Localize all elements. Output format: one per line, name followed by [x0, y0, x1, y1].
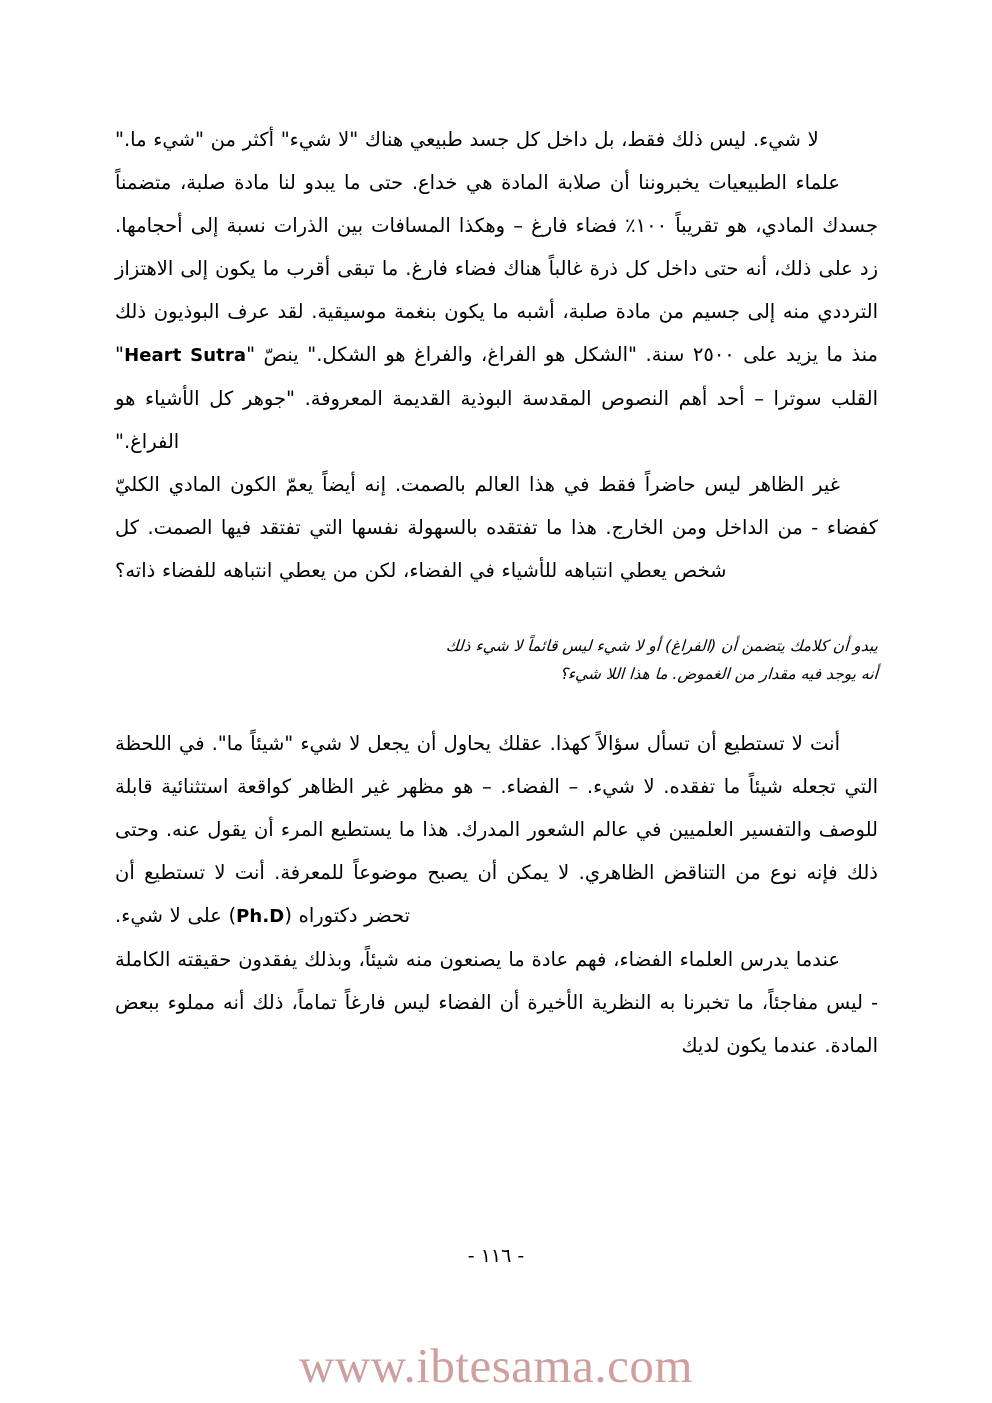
inline-quote-block: [115, 632, 878, 688]
spacer-after-quote: [115, 712, 878, 722]
heart-sutra-title: Heart Sutra: [124, 345, 247, 366]
spacer-before-quote: [115, 592, 878, 606]
paragraph-2-part-1: علماء الطبيعيات يخبروننا أن صلابة المادة هي خداع. حتى ما يبدو لنا مادة صلبة، متضمناً جسدك المادي، هو تقريباً ١٠٠٪ فضاء فارغ – وهكذا المسافات بين الذرات نسبة إلى أحجامها. زد على ذلك، أنه حتى داخل كل ذرة غالباً هناك فضاء فارغ. ما تبقى أقرب ما يكون إلى الاهتزاز الترددي منه إلى جسيم من مادة صلبة، أشبه ما يكون بنغمة موسيقية. لقد عرف البوذيون ذلك منذ ما يزيد على ٢٥٠٠ سنة. "الشكل هو الفراغ، والفراغ هو الشكل." ينصّ ": [115, 171, 878, 366]
paragraph-4-part-2: ) على لا شيء.: [115, 904, 237, 927]
paragraph-4: [115, 722, 878, 938]
paragraph-2-part-2: " القلب سوترا – أحد أهم النصوص المقدسة البوذية القديمة المعروفة. "جوهر كل الأشياء هو الفراغ.": [115, 343, 878, 453]
quote-line-2: أنه يوجد فيه مقدار من الغموض. ما هذا اللا شيء؟: [559, 665, 879, 683]
paragraph-1: لا شيء. ليس ذلك فقط، بل داخل كل جسد طبيعي هناك "لا شيء" أكثر من "شيء ما.": [115, 128, 819, 151]
page-body-text: [115, 118, 878, 1067]
site-watermark: www.ibtesama.com: [299, 1338, 693, 1393]
page-number: - ١١٦ -: [467, 1245, 525, 1267]
paragraph-2: [115, 161, 878, 463]
phd-abbreviation: Ph.D: [236, 906, 285, 927]
paragraph-5: عندما يدرس العلماء الفضاء، فهم عادة ما يصنعون منه شيئاً، وبذلك يفقدون حقيقته الكاملة - ليس مفاجئاً، ما تخبرنا به النظرية الأخيرة أن الفضاء ليس فارغاً تماماً، ذلك أنه مملوء ببعض المادة. عندما يكون لديك: [115, 948, 878, 1057]
quote-line-1: يبدو أن كلامك يتضمن أن (الفراغ) أو لا شيء ليس قائماً لا شيء ذلك: [445, 637, 879, 655]
paragraph-3: غير الظاهر ليس حاضراً فقط في هذا العالم بالصمت. إنه أيضاً يعمّ الكون المادي الكليّ كفضاء - من الداخل ومن الخارج. هذا ما تفتقده بالسهولة نفسها التي تفتقد فيها الصمت. كل شخص يعطي انتباهه للأشياء في الفضاء، لكن من يعطي انتباهه للفضاء ذاته؟: [115, 473, 878, 582]
paragraph-4-part-1: أنت لا تستطيع أن تسأل سؤالاً كهذا. عقلك يحاول أن يجعل لا شيء "شيئاً ما". في اللحظة التي تجعله شيئاً ما تفقده. لا شيء. – الفضاء. – هو مظهر غير الظاهر كواقعة استثنائية قابلة للوصف والتفسير العلميين في عالم الشعور المدرك. هذا ما يستطيع المرء أن يقول عنه. وحتى ذلك فإنه نوع من التناقض الظاهري. لا يمكن أن يصبح موضوعاً للمعرفة. أنت لا تستطيع أن تحضر دكتوراه (: [115, 732, 878, 927]
